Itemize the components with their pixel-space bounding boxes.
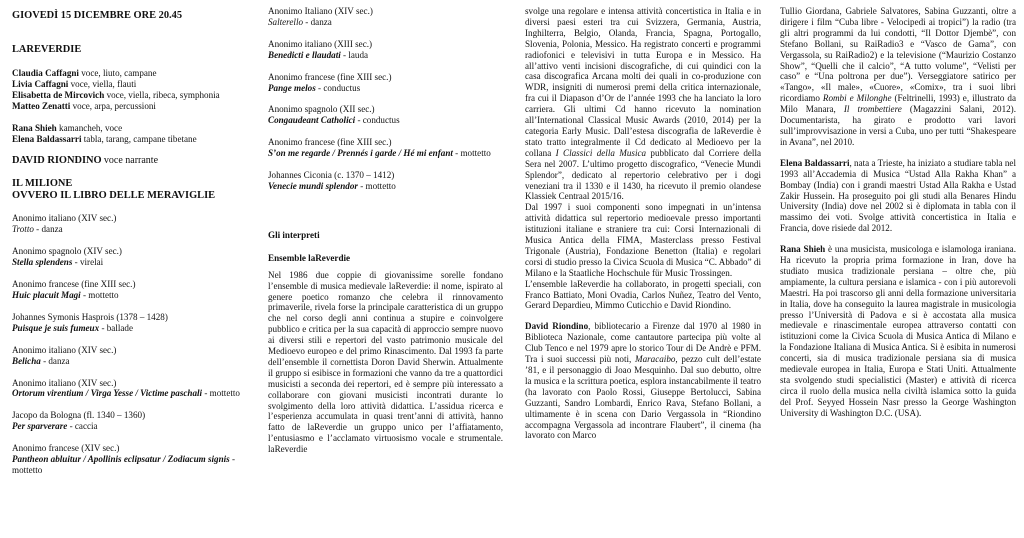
riondino-name: David Riondino <box>525 321 589 332</box>
member-row: Elisabetta de Mircovich voce, viella, ribeca, symphonia <box>12 89 220 100</box>
shieh-bio: Rana Shieh è una musicista, musicologa e islamologa iraniana. Ha ricevuto la propria prima formazione in Iran, dove ha studiato musica tradizionale persiana – oltre che, più ampiamente, la cultura persiana e islamica - con i più autorevoli Maestri. Ha poi trascorso gli anni della formazione universitaria in Italia, dove ha conseguito la laurea magistrale in musicologia presso l’Università di Padova e si è accostata alla musica medievale e rinascimentale europea attraverso contatti con istituzioni come la Civica Scuola di Musica Antica di Milano e la Fondazione Italiana di Musica Antica. Si è esibita in numerosi concerti, sia di musica tradizionale persiana sia di musica medievale europea in Italia, Europa e Stati Uniti. Attualmente sta svolgendo studi specialistici (Master) e attività di ricerca circa il ruolo della musica nella civiltà islamica sotto la guida del Prof. Seyyed Hossein Nasr presso la George Washington University di Washington D.C. (USA). <box>780 244 1016 418</box>
program-item <box>268 39 503 61</box>
program-type: conductus <box>323 82 361 93</box>
guests-list <box>12 123 248 145</box>
program-item <box>268 72 503 94</box>
program-author: Johannes Ciconia (c. 1370 – 1412) <box>268 170 395 181</box>
program-item <box>12 410 248 432</box>
program-piece: S’on me regarde / Prennés i garde / Hé mi enfant <box>268 148 453 159</box>
program-piece: Ortorum virentium / Virga Yesse / Victime paschali <box>12 388 203 399</box>
program-piece-line: Ortorum virentium / Virga Yesse / Victime paschali - mottetto <box>12 388 240 399</box>
shieh-name: Rana Shieh <box>780 244 826 255</box>
program-item <box>12 312 248 334</box>
program-piece: Huic placuit Magi <box>12 289 81 300</box>
program-type: danza <box>41 224 63 235</box>
program-type: virelai <box>79 257 104 268</box>
program-piece-line: Trotto - danza <box>12 224 63 235</box>
program-item <box>12 246 248 268</box>
program-author: Anonimo Italiano (XIV sec.) <box>268 6 373 16</box>
program-author: Johannes Symonis Hasprois (1378 – 1428) <box>12 311 168 322</box>
program-type: lauda <box>348 49 369 60</box>
program-piece-line: Per sparverare - caccia <box>12 421 98 432</box>
program-type: danza <box>310 16 332 27</box>
program-item <box>12 443 248 476</box>
program-item <box>268 170 503 192</box>
ensemble-bio: Nel 1986 due coppie di giovanissime sorelle fondano l’ensemble di musica medievale laReverdie: il nome, ispirato al genere poetico romanzo che celebra il rinnovamento primaverile, rivela forse la principale caratteristica di un gruppo che nel corso degli anni continua a stupire e coinvolgere pubblico e critica per la sua capacità di approccio sempre nuovo ai diversi stili e repertori del vasto patrimonio musicale del Medioevo europeo e del primo Rinascimento. Dal 1993 fa parte dell’ensemble il cornettista Doron David Sherwin. Attualmente il gruppo si esibisce in formazioni che vanno da tre a quattordici musicisti a seconda dei repertori, ed è sempre più interessato a collaborare con giovani musicisti incontrati durante lo svolgimento della loro attività didattica. L’assidua ricerca e l’esperienza accumulata in quasi trent’anni di attività, hanno fatto de laReverdie un gruppo unico per l’affiatamento, l’entusiasmo e l’acclamato virtuosismo vocale e strumentale. laReverdie <box>268 269 503 455</box>
guest-row: Rana Shieh kamancheh, voce <box>12 122 123 133</box>
program-author: Anonimo francese (XIV sec.) <box>12 443 120 454</box>
program-author: Anonimo italiano (XIV sec.) <box>12 213 117 224</box>
program-list-1 <box>12 213 248 475</box>
program-type: caccia <box>74 421 98 432</box>
riondino-bio: David Riondino, bibliotecario a Firenze dal 1970 al 1980 in Biblioteca Nazionale, come cantautore partecipa più volte al Club Tenco e nel 1979 apre lo storico Tour di De Andrè e PFM. Tra i suoi successi più noti, Maracaibo, pezzo cult dell’estate ’81, e il personaggio di Joao Mesquinho. Dal suo debutto, oltre la musica e la scrittura poetica, esplora instancabilmente il teatro (ha lavorato con Paolo Rossi, Giuseppe Bertolucci, Sabina Guzzanti, Sandro Lombardi, Enrico Rava, Stefano Bollani, a ultimamente è in scena con Dario Vergassola in “Riondino accompagna Vergassola ad incontrare Flaubert”, il cinema (ha lavorato con Marco <box>525 321 761 441</box>
baldassarri-bio: Elena Baldassarri, nata a Trieste, ha iniziato a studiare tabla nel 1993 all’Accademia di Musica “Ustad Alla Rakha Khan” a Bombay (India) con i grandi maestri Ustad Alla Rakha e Ustad Zakir Hussein. Ha proseguito poi gli studi alla Benares Hindu University (India) dove nel 2002 si è diplomata in tabla con il massimo dei voti. Svolge attività concertistica in Italia e Francia, dove risiede dal 2012. <box>780 157 1016 234</box>
guest-row: Elena Baldassarri tabla, tarang, campane tibetane <box>12 133 197 144</box>
column-1 <box>12 6 248 476</box>
program-author: Anonimo francese (fine XIII sec.) <box>268 71 392 82</box>
program-type: ballade <box>106 322 134 333</box>
program-list-2 <box>268 6 503 192</box>
column-3 <box>525 6 761 441</box>
ensemble-name: LAREVERDIE <box>12 44 82 55</box>
program-piece-line: Pantheon abluitur / Apollinis eclipsatur / Zodiacum signis - mottetto <box>12 454 236 475</box>
member-row: Matteo Zenatti voce, arpa, percussioni <box>12 100 156 111</box>
program-type: danza <box>48 355 70 366</box>
members-list <box>12 68 248 112</box>
program-item <box>12 279 248 301</box>
column-4 <box>780 6 1016 419</box>
program-type: mottetto <box>460 148 491 159</box>
program-piece: Trotto <box>12 224 34 235</box>
program-author: Anonimo francese (fine XIII sec.) <box>268 137 392 148</box>
member-row: Claudia Caffagni voce, liuto, campane <box>12 68 157 78</box>
program-piece-line: Stella splendens - virelai <box>12 257 104 268</box>
program-item <box>268 137 503 159</box>
program-piece: Pange melos <box>268 82 316 93</box>
program-piece-line: Pange melos - conductus <box>268 82 361 93</box>
program-author: Anonimo spagnolo (XIV sec.) <box>12 246 122 257</box>
narrator-line: DAVID RIONDINO voce narrante <box>12 155 159 167</box>
program-piece-line: Congaudeant Catholici - conductus <box>268 115 400 126</box>
program-author: Anonimo spagnolo (XII sec.) <box>268 104 375 115</box>
program-piece: Pantheon abluitur / Apollinis eclipsatur / Zodiacum signis <box>12 454 230 465</box>
program-piece-line: Puisque je suis fumeux - ballade <box>12 322 134 333</box>
program-author: Anonimo francese (fine XIII sec.) <box>12 279 136 290</box>
interpreti-heading: Gli interpreti <box>268 229 320 240</box>
program-item <box>12 345 248 367</box>
program-author: Anonimo italiano (XIV sec.) <box>12 344 117 355</box>
program-item <box>12 378 248 400</box>
program-item <box>268 104 503 126</box>
program-piece: Per sparverare <box>12 421 68 432</box>
program-author: Jacopo da Bologna (fl. 1340 – 1360) <box>12 410 146 421</box>
program-author: Anonimo italiano (XIII sec.) <box>268 38 373 49</box>
riondino-bio-cont: Tullio Giordana, Gabriele Salvatores, Sabina Guzzanti, oltre a dirigere i film “Cuba libre - Velocipedi ai tropici”) la radio (tra gli altri programmi da lui condotti, “Il Dottor Djembè”, con Stefano Bollani, su RaiRadio3 e “Vasco de Gama”, con Vergassola, su RaiRadio2) e la televisione (“Maurizio Costanzo Show”, “Quelli che il calcio”, “A tutto volume”, “Velisti per caso” e “Una poltrona per due”). Verseggiatore satirico per «Tango», «Il male», «Cuore», «Comix», tra i suoi libri ricordiamo Rombi e Milonghe (Feltrinelli, 1993) e, illustrato da Milo Manara, Il trombettiere (Magazzini Salani, 2012). Documentarista, ha girato e prodotto vari lavori sull’improvvisazione in versi a Cuba, uno per tutti “Shakespeare in Avana”, nel 2010. <box>780 6 1016 147</box>
program-piece-line: Benedicti e llaudati - lauda <box>268 49 369 60</box>
program-subtitle: OVVERO IL LIBRO DELLE MERAVIGLIE <box>12 190 216 202</box>
program-piece-line: S’on me regarde / Prennés i garde / Hé mi enfant - mottetto <box>268 148 491 159</box>
concert-date: GIOVEDÌ 15 DICEMBRE ORE 20.45 <box>12 10 183 21</box>
program-author: Anonimo italiano (XIV sec.) <box>12 377 117 388</box>
program-piece-line: Venecie mundi splendor - mottetto <box>268 180 396 191</box>
discography-paragraph: svolge una regolare e intensa attività concertistica in Italia e in diversi paesi esteri tra cui Svizzera, Germania, Austria, Inghilterra, Belgio, Olanda, Francia, Spagna, Portogallo, Slovenia, Polonia, Messico. Ha registrato concerti e programmi radiofonici e televisivi in tutta Europa e in Messico. Ha all’attivo venti incisioni discografiche, di cui quindici con la casa discografica Arcana molti dei quali in co-produzione con WDR, insigniti di numerosi premi della critica internazionale, fra cui il Diapason d’Or de l’année 1993 che ha lanciato la loro carriera. Gli ultimi Cd hanno ricevuto la nomination all’International Classical Music Awards (2010, 2014) per la categoria Early Music. Dall’estesa discografia de laReverdie è stato tratto integralmente il Cd dedicato al Medioevo per la collana I Classici della Musica pubblicato dal Corriere della Sera nel 2007. L’ultimo progetto discografico, “Venecie Mundi Splendor”, dedicato al repertorio celebrativo per i dogi veneziani tra il 1330 e il 1430, ha ricevuto il premio olandese Klassiek Centraal 2015/16. <box>525 6 762 202</box>
program-piece: Venecie mundi splendor <box>268 180 358 191</box>
program-title: IL MILIONE <box>12 178 73 190</box>
program-piece: Congaudeant Catholici <box>268 115 356 126</box>
teaching-paragraph: Dal 1997 i suoi componenti sono impegnati in un’intensa attività didattica sul repertorio medioevale presso importanti istituzioni italiane e straniere tra cui: Corsi Internazionali di Musica Antica della FIMA, Masterclass presso Festival Trigonale (Austria), Fondazione Benetton (Italia) e regolari corsi di studio presso la Civica Scuola di Musica “C. Abbado” di Milano e la Staatliche Hochschule für Music Trossingen. <box>525 202 761 278</box>
program-piece: Stella splendens <box>12 257 73 268</box>
program-piece-line: Belicha - danza <box>12 355 70 366</box>
collaborations-paragraph: L’ensemble laReverdie ha collaborato, in progetti speciali, con Franco Battiato, Moni Ovadia, Carlos Nuñez, Teatro del Vento, Gerard Depardieu, Mimmo Cuticchio e David Riondino. <box>525 278 761 311</box>
program-type: conductus <box>362 115 400 126</box>
program-piece: Puisque je suis fumeux <box>12 322 100 333</box>
program-type: mottetto <box>365 180 396 191</box>
program-item <box>268 6 503 28</box>
column-2 <box>268 6 503 455</box>
program-item <box>12 213 248 235</box>
baldassarri-name: Elena Baldassarri <box>780 157 850 168</box>
program-type: mottetto <box>88 289 119 300</box>
program-type: mottetto <box>209 388 240 399</box>
member-row: Livia Caffagni voce, viella, flauti <box>12 78 137 89</box>
program-piece: Benedicti e llaudati <box>268 49 341 60</box>
program-piece-line: Salterello - danza <box>268 16 332 27</box>
program-type: mottetto <box>12 464 43 475</box>
program-piece: Salterello <box>268 16 304 27</box>
program-piece: Belicha <box>12 355 41 366</box>
program-piece-line: Huic placuit Magi - mottetto <box>12 289 119 300</box>
ensemble-heading: Ensemble laReverdie <box>268 252 351 263</box>
